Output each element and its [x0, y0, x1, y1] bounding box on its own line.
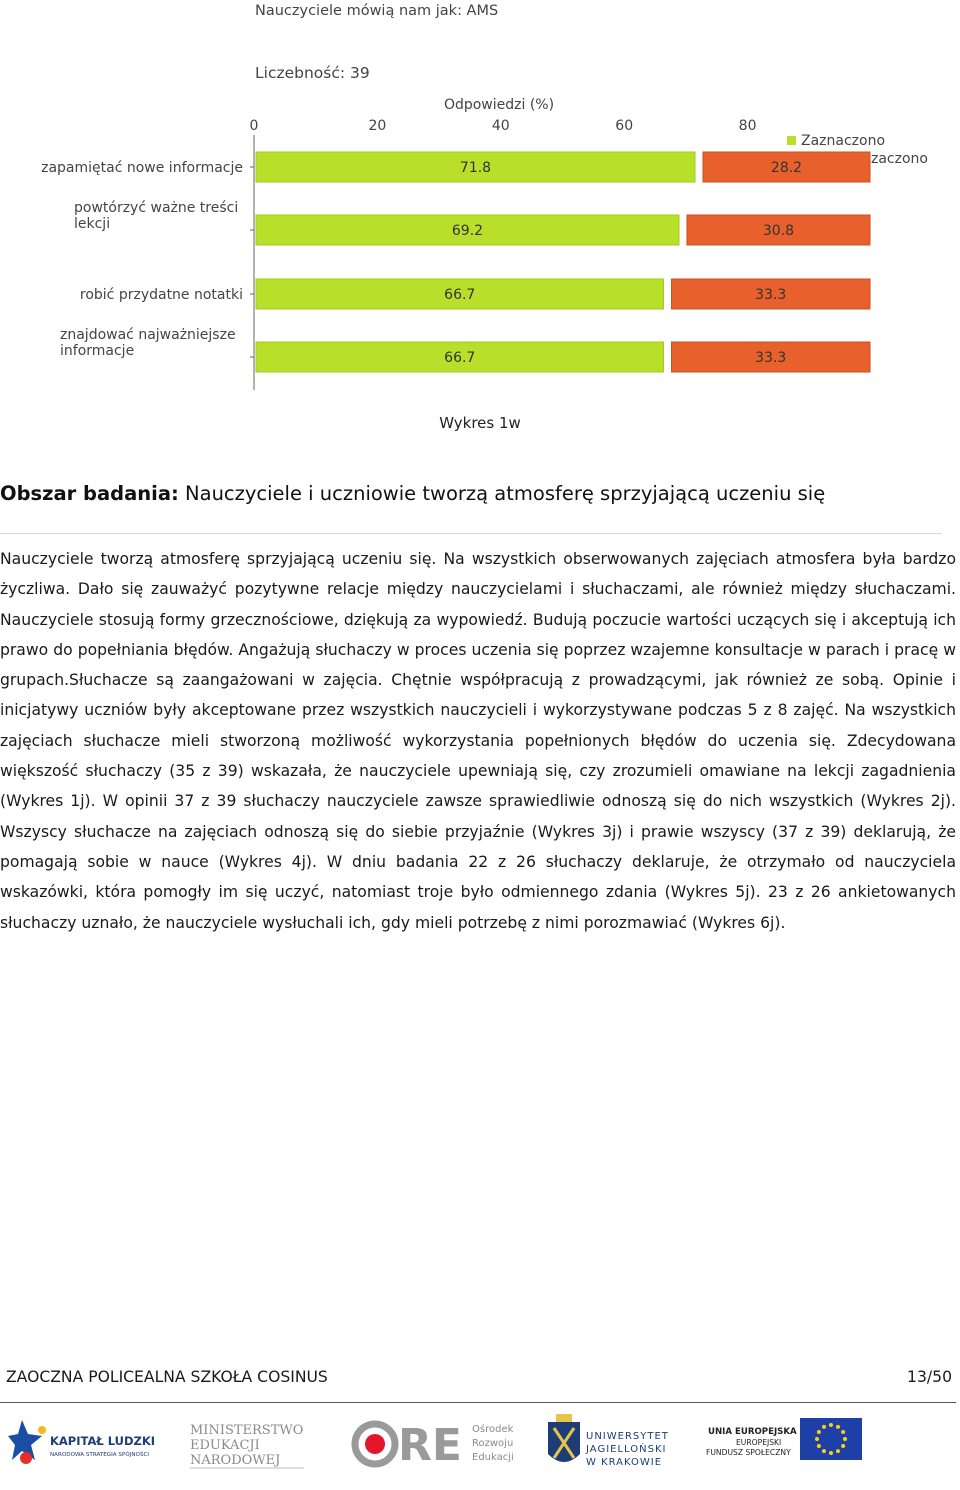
- chart-count-label: Liczebność: 39: [255, 64, 370, 82]
- eu-star: [841, 1430, 845, 1434]
- men-line3: NARODOWEJ: [190, 1453, 281, 1468]
- uj-line2: JAGIELLOŃSKI: [586, 1444, 667, 1455]
- stars-kapital-icon: [8, 1420, 46, 1464]
- category-label-1-0: powtórzyć ważne treści: [74, 200, 239, 216]
- eu-star: [836, 1425, 840, 1429]
- uj-logo: [546, 1412, 686, 1476]
- eu-star: [815, 1437, 819, 1441]
- data-label-nie-zaznaczono-0: 28.2: [770, 160, 803, 176]
- data-label-nie-zaznaczono-1: 30.8: [762, 223, 795, 239]
- eu-star: [817, 1444, 821, 1448]
- data-label-zaznaczono-2: 66.7: [444, 287, 476, 303]
- eu-star: [843, 1437, 847, 1441]
- data-label-zaznaczono-3: 66.7: [444, 350, 476, 366]
- bar-chart: [0, 0, 960, 400]
- category-label-3-1: informacje: [60, 343, 135, 359]
- legend-label-zaznaczono: Zaznaczono: [801, 133, 886, 149]
- ministerstwo-logo: [188, 1412, 308, 1476]
- chart-caption: Wykres 1w: [439, 414, 521, 432]
- eu-star: [829, 1423, 833, 1427]
- uj-line3: W KRAKOWIE: [586, 1457, 663, 1468]
- eu-flag-icon: [800, 1418, 862, 1460]
- bars: [256, 152, 870, 372]
- uj-crest-icon: [548, 1414, 580, 1462]
- x-tick-label-20: 20: [368, 118, 387, 134]
- data-label-nie-zaznaczono-2: 33.3: [755, 287, 787, 303]
- data-label-nie-zaznaczono-3: 33.3: [755, 350, 787, 366]
- ore-line3: Edukacji: [472, 1452, 514, 1463]
- category-label-1-1: lekcji: [74, 216, 111, 232]
- men-line1: MINISTERSTWO: [190, 1423, 304, 1438]
- x-axis-ticks: [250, 118, 757, 134]
- category-labels: [41, 160, 254, 359]
- legend-swatch-zaznaczono: [787, 136, 796, 145]
- category-label-0-0: zapamiętać nowe informacje: [41, 160, 243, 176]
- eu-star: [822, 1449, 826, 1453]
- data-label-zaznaczono-1: 69.2: [451, 223, 484, 239]
- eu-star: [841, 1444, 845, 1448]
- ore-line1: Ośrodek: [472, 1424, 514, 1435]
- men-line2: EDUKACJI: [190, 1438, 260, 1453]
- kapital-line2: NARODOWA STRATEGIA SPÓJNOŚCI: [50, 1452, 150, 1458]
- section-heading: [0, 482, 960, 505]
- ore-line2: Rozwoju: [472, 1438, 514, 1449]
- x-tick-label-80: 80: [738, 118, 757, 134]
- uj-line1: UNIWERSYTET: [586, 1431, 669, 1442]
- footer-page-number: 13/50: [907, 1368, 952, 1386]
- x-tick-label-0: 0: [249, 118, 259, 134]
- category-label-2-0: robić przydatne notatki: [79, 287, 243, 303]
- kapital-line1: KAPITAŁ LUDZKI: [50, 1434, 156, 1448]
- legend-label-nie-zaznaczono-fragment: zaczono: [871, 151, 928, 167]
- section-title: Nauczyciele i uczniowie tworzą atmosferę sprzyjającą uczeniu się: [185, 482, 826, 505]
- eu-star: [836, 1449, 840, 1453]
- x-tick-label-40: 40: [491, 118, 510, 134]
- kapital-ludzki-logo: [8, 1412, 173, 1476]
- eu-star: [817, 1430, 821, 1434]
- ore-logo: [350, 1412, 525, 1476]
- ue-line1: UNIA EUROPEJSKA: [708, 1427, 797, 1437]
- section-label: Obszar badania:: [0, 482, 179, 505]
- x-axis-title: Odpowiedzi (%): [443, 97, 555, 113]
- section-divider: [0, 533, 942, 534]
- chart-title: Nauczyciele mówią nam jak: AMS: [255, 3, 499, 19]
- ue-logo: [704, 1412, 866, 1476]
- category-label-3-0: znajdować najważniejsze: [60, 327, 236, 343]
- data-label-zaznaczono-0: 71.8: [459, 160, 492, 176]
- ue-line2: EUROPEJSKI: [736, 1438, 782, 1447]
- eu-star: [829, 1451, 833, 1455]
- ue-line3: FUNDUSZ SPOŁECZNY: [706, 1448, 791, 1457]
- eu-star: [822, 1425, 826, 1429]
- svg-text:RE: RE: [398, 1420, 462, 1471]
- body-paragraph: Nauczyciele tworzą atmosferę sprzyjającą uczeniu się. Na wszystkich obserwowanych zajęciach atmosfera była bardzo życzliwa. Dało się zauważyć pozytywne relacje między nauczycielami i słuchaczami, ale również między słuchaczami. Nauczyciele stosują formy grzecznościowe, dziękują za wypowiedź. Budują poczucie wartości uczących się i akceptują ich prawo do popełniania błędów. Angażują słuchaczy w proces uczenia się poprzez wzajemne konsultacje w parach i pracę w grupach.Słuchacze są zaangażowani w zajęcia. Chętnie współpracują z prowadzącymi, jak również ze sobą. Opinie i inicjatywy uczniów były akceptowane przez wszystkich nauczycieli i wykorzystywane podczas 5 z 8 zajęć. Na wszystkich zajęciach słuchacze mieli stworzoną możliwość wykorzystania popełnionych błędów do uczenia się. Zdecydowana większość słuchaczy (35 z 39) wskazała, że nauczyciele upewniają się, czy zrozumieli omawiane na lekcji zagadnienia (Wykres 1j). W opinii 37 z 39 słuchaczy nauczyciele zawsze sprawiedliwie odnoszą się do nich wszystkich (Wykres 2j). Wszyscy słuchacze na zajęciach odnoszą się do siebie przyjaźnie (Wykres 3j) i prawie wszyscy (37 z 39) deklarują, że pomagają sobie w nauce (Wykres 4j). W dniu badania 22 z 26 słuchaczy deklaruje, że otrzymało od nauczyciela wskazówki, która pomogły im się uczyć, natomiast troje było odmiennego zdania (Wykres 5j). 23 z 26 ankietowanych słuchaczy uznało, że nauczyciele wysłuchali ich, gdy mieli potrzebę z nimi porozmawiać (Wykres 6j).: [0, 550, 956, 932]
- footer-school-name: ZAOCZNA POLICEALNA SZKOŁA COSINUS: [6, 1368, 328, 1386]
- x-tick-label-60: 60: [615, 118, 634, 134]
- footer-divider: [0, 1402, 956, 1403]
